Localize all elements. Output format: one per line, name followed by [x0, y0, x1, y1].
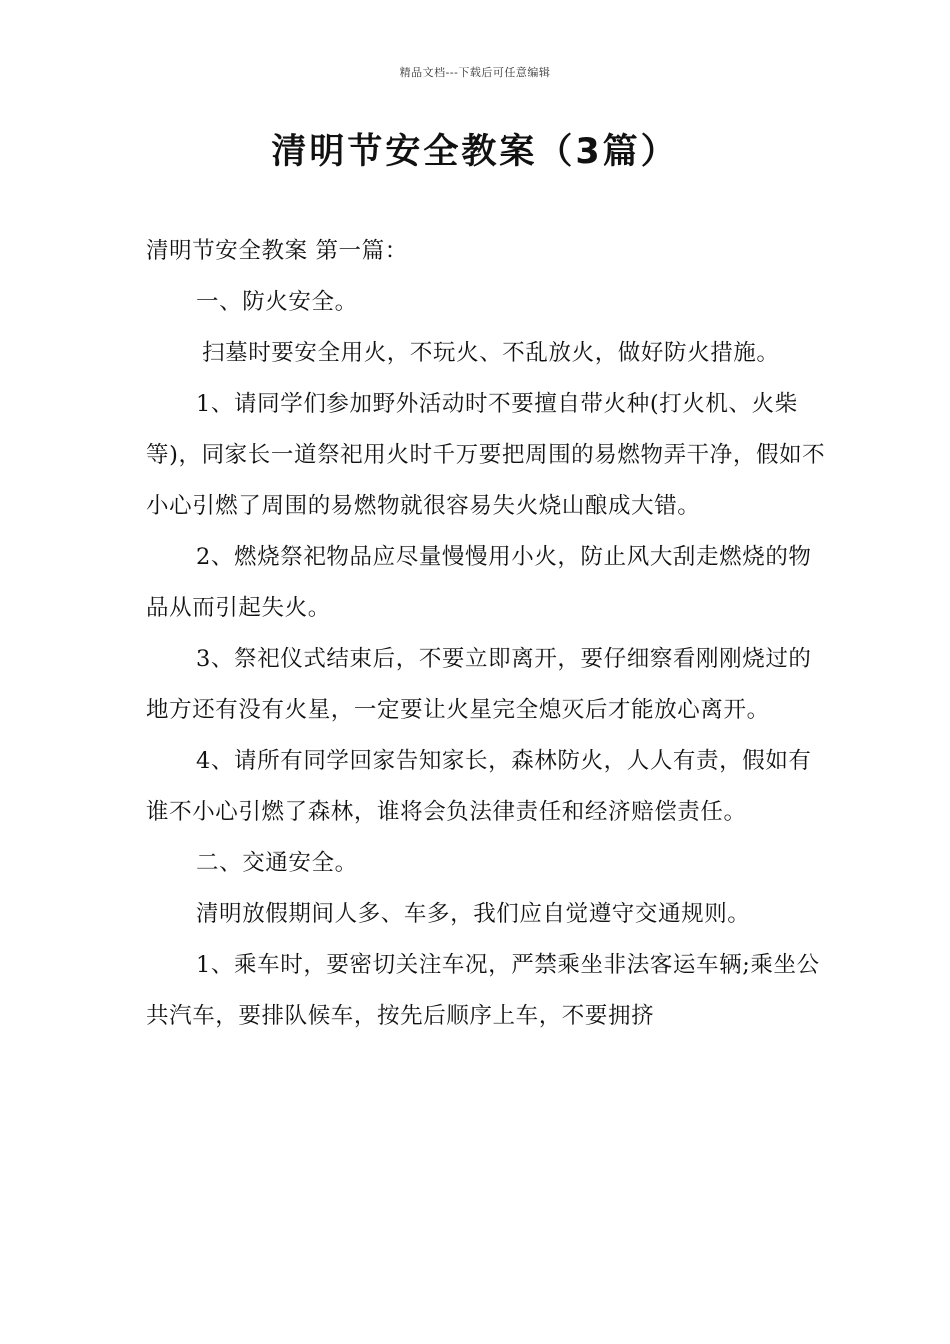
document-body — [146, 226, 826, 1042]
paragraph-fire-item-1: 1、请同学们参加野外活动时不要擅自带火种(打火机、火柴等)，同家长一道祭祀用火时千万要把周围的易燃物弄干净，假如不小心引燃了周围的易燃物就很容易失火烧山酿成大错。 — [146, 391, 826, 519]
paragraph-traffic-item-1: 1、乘车时，要密切关注车况，严禁乘坐非法客运车辆;乘坐公共汽车，要排队候车，按先后顺序上车，不要拥挤 — [146, 952, 820, 1029]
document-title: 清明节安全教案（3篇） — [271, 132, 679, 172]
header-note: 精品文档---下载后可任意编辑 — [399, 66, 551, 79]
section-heading-traffic-safety: 二、交通安全。 — [196, 850, 358, 876]
paragraph-fire-intro: 扫墓时要安全用火，不玩火、不乱放火，做好防火措施。 — [202, 340, 780, 366]
paragraph-fire-item-4: 4、请所有同学回家告知家长，森林防火，人人有责，假如有谁不小心引燃了森林，谁将会负法律责任和经济赔偿责任。 — [146, 748, 812, 825]
paragraph-fire-item-3: 3、祭祀仪式结束后，不要立即离开，要仔细察看刚刚烧过的地方还有没有火星，一定要让火星完全熄灭后才能放心离开。 — [146, 646, 812, 723]
section-heading-part-one: 清明节安全教案 第一篇： — [146, 238, 408, 264]
section-heading-fire-safety: 一、防火安全。 — [196, 289, 358, 315]
paragraph-fire-item-2: 2、燃烧祭祀物品应尽量慢慢用小火，防止风大刮走燃烧的物品从而引起失火。 — [146, 544, 812, 621]
paragraph-traffic-intro: 清明放假期间人多、车多，我们应自觉遵守交通规则。 — [196, 901, 751, 927]
